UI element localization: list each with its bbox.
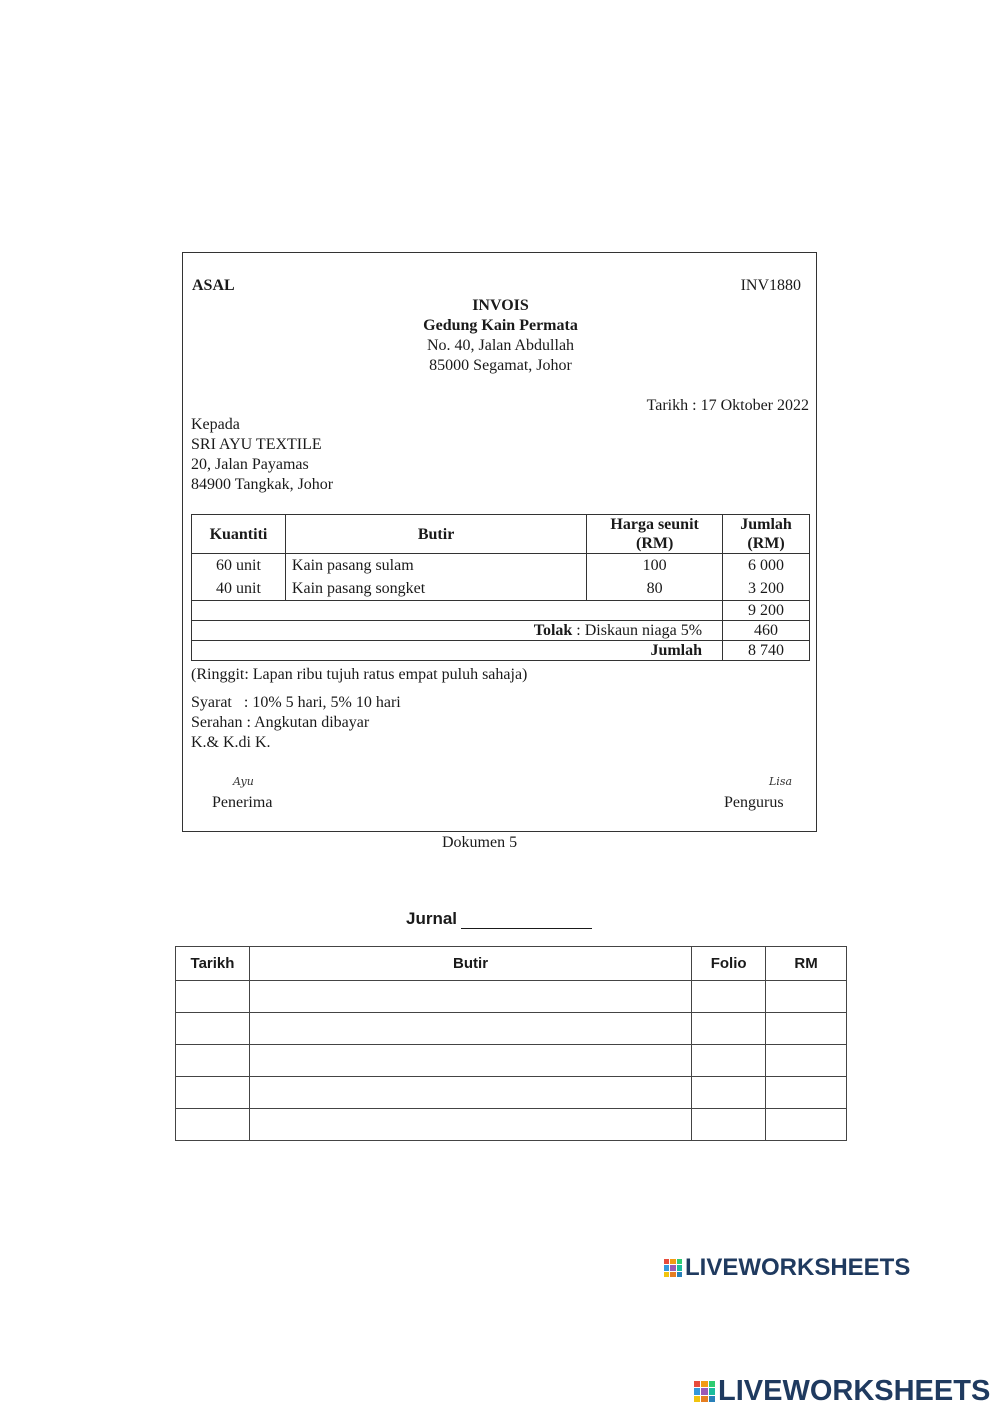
manager-label: Pengurus [724, 794, 784, 811]
logo-square [664, 1272, 669, 1277]
total-value: 8 740 [723, 640, 810, 660]
invoice-date: Tarikh : 17 Oktober 2022 [646, 397, 809, 414]
journal-header-rm: RM [766, 947, 847, 981]
journal-cell-folio[interactable] [692, 1013, 766, 1045]
row-total: 3 200 [723, 578, 810, 601]
subtotal-value: 9 200 [723, 600, 810, 620]
delivery-terms: Serahan : Angkutan dibayar [191, 714, 370, 731]
amount-in-words: (Ringgit: Lapan ribu tujuh ratus empat puluh sahaja) [191, 666, 528, 683]
journal-cell-folio[interactable] [692, 1109, 766, 1141]
journal-row [176, 1077, 847, 1109]
invoice-asal-label: ASAL [192, 277, 235, 294]
receiver-signature: Ayu [233, 775, 254, 788]
receiver-label: Penerima [212, 794, 273, 811]
header-item: Butir [285, 515, 586, 554]
header-total-line2: (RM) [747, 535, 785, 552]
journal-cell-item[interactable] [249, 1013, 691, 1045]
invoice-document [182, 252, 817, 832]
subtotal-spacer [192, 600, 723, 620]
journal-header-row [176, 947, 847, 981]
recipient-name: SRI AYU TEXTILE [191, 436, 322, 453]
manager-signature: Lisa [769, 775, 793, 788]
journal-cell-rm[interactable] [766, 1109, 847, 1141]
logo-square [709, 1388, 715, 1394]
logo-square [677, 1272, 682, 1277]
header-unit-price-line1: Harga seunit [610, 516, 699, 533]
journal-table [175, 946, 847, 1141]
journal-cell-rm[interactable] [766, 1013, 847, 1045]
journal-title [406, 909, 592, 929]
logo-square [677, 1259, 682, 1264]
logo-square [670, 1259, 675, 1264]
company-name: Gedung Kain Permata [423, 317, 578, 334]
recipient-label: Kepada [191, 416, 240, 433]
journal-cell-rm[interactable] [766, 1077, 847, 1109]
logo-square [670, 1265, 675, 1270]
liveworksheets-logo [664, 1254, 910, 1282]
discount-label-bold: Tolak [533, 621, 573, 639]
logo-square [694, 1396, 700, 1402]
header-quantity: Kuantiti [192, 515, 286, 554]
logo-square [701, 1388, 707, 1394]
document-caption: Dokumen 5 [442, 834, 518, 851]
invoice-title: INVOIS [472, 297, 529, 314]
header-total [723, 515, 810, 554]
journal-cell-rm[interactable] [766, 1045, 847, 1077]
journal-cell-folio[interactable] [692, 1077, 766, 1109]
subtotal-row [192, 600, 810, 620]
row-quantity: 40 unit [192, 578, 286, 601]
logo-square [694, 1381, 700, 1387]
logo-square [677, 1265, 682, 1270]
journal-cell-item[interactable] [249, 1109, 691, 1141]
table-row [192, 554, 810, 578]
liveworksheets-footer-logo [694, 1375, 990, 1408]
discount-label-rest: : Diskaun niaga 5% [572, 621, 703, 639]
company-address-line2: 85000 Segamat, Johor [429, 357, 572, 374]
liveworksheets-logo-icon [664, 1259, 682, 1277]
logo-square [664, 1265, 669, 1270]
errors-omissions: K.& K.di K. [191, 734, 271, 751]
row-item: Kain pasang sulam [285, 554, 586, 578]
table-row [192, 578, 810, 601]
discount-value: 460 [723, 620, 810, 640]
row-item: Kain pasang songket [285, 578, 586, 601]
logo-square [709, 1396, 715, 1402]
logo-square [670, 1272, 675, 1277]
journal-cell-date[interactable] [176, 1077, 250, 1109]
logo-square [694, 1388, 700, 1394]
journal-row [176, 1045, 847, 1077]
row-quantity: 60 unit [192, 554, 286, 578]
journal-cell-date[interactable] [176, 981, 250, 1013]
discount-label [192, 620, 723, 640]
liveworksheets-footer-logo-text: LIVEWORKSHEETS [718, 1375, 991, 1407]
header-unit-price-line2: (RM) [635, 535, 674, 552]
journal-cell-item[interactable] [249, 981, 691, 1013]
journal-row [176, 1013, 847, 1045]
journal-row [176, 1109, 847, 1141]
liveworksheets-footer-logo-icon [694, 1381, 715, 1402]
journal-name-blank[interactable] [461, 910, 592, 929]
journal-cell-date[interactable] [176, 1109, 250, 1141]
recipient-address2: 84900 Tangkak, Johor [191, 476, 334, 493]
journal-cell-folio[interactable] [692, 1045, 766, 1077]
journal-row [176, 981, 847, 1013]
journal-cell-date[interactable] [176, 1045, 250, 1077]
payment-terms: Syarat : 10% 5 hari, 5% 10 hari [191, 694, 401, 711]
discount-row [192, 620, 810, 640]
invoice-items-table [191, 514, 810, 661]
journal-header-date: Tarikh [176, 947, 250, 981]
company-address-line1: No. 40, Jalan Abdullah [426, 337, 575, 354]
journal-cell-date[interactable] [176, 1013, 250, 1045]
total-label: Jumlah [192, 640, 723, 660]
journal-cell-item[interactable] [249, 1077, 691, 1109]
invoice-table-header [192, 515, 810, 554]
journal-body [176, 981, 847, 1141]
journal-cell-folio[interactable] [692, 981, 766, 1013]
journal-title-text: Jurnal [406, 909, 458, 928]
row-price: 80 [587, 578, 723, 601]
invoice-number: INV1880 [740, 277, 801, 294]
header-unit-price [587, 515, 723, 554]
journal-header-item: Butir [249, 947, 691, 981]
logo-square [664, 1259, 669, 1264]
row-price: 100 [587, 554, 723, 578]
logo-square [701, 1396, 707, 1402]
journal-cell-rm[interactable] [766, 981, 847, 1013]
total-row [192, 640, 810, 660]
journal-header-folio: Folio [692, 947, 766, 981]
logo-square [709, 1381, 715, 1387]
header-total-line1: Jumlah [740, 516, 792, 533]
liveworksheets-logo-text: LIVEWORKSHEETS [685, 1254, 911, 1281]
row-total: 6 000 [723, 554, 810, 578]
recipient-address1: 20, Jalan Payamas [191, 456, 309, 473]
logo-square [701, 1381, 707, 1387]
journal-cell-item[interactable] [249, 1045, 691, 1077]
